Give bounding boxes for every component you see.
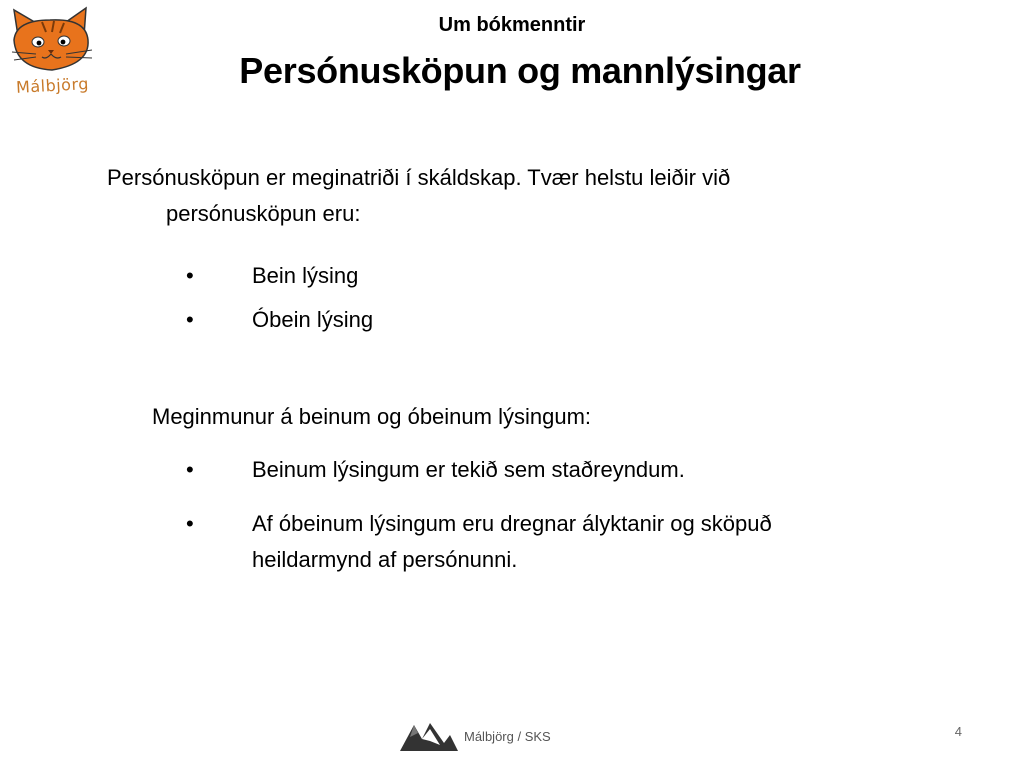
- list-item-text-line-2: heildarmynd af persónunni.: [252, 547, 518, 572]
- mountain-logo-icon: [400, 721, 458, 751]
- bullet-icon: •: [186, 511, 194, 536]
- slide-title: Persónusköpun og mannlýsingar: [239, 50, 801, 91]
- intro-line-1: Persónusköpun er meginatriði í skáldskap. Tvær helstu leiðir við: [107, 165, 731, 190]
- footer: [400, 720, 551, 752]
- list-item: [186, 302, 373, 346]
- difference-list: [186, 452, 906, 596]
- slide-subtitle: Um bókmenntir: [438, 14, 586, 36]
- footer-text: Málbjörg / SKS: [464, 728, 551, 744]
- bullet-icon: •: [186, 457, 194, 482]
- list-item-text-line-1: Af óbeinum lýsingum eru dregnar ályktanir og sköpuð: [252, 511, 772, 536]
- intro-line-2: persónusköpun eru:: [166, 201, 361, 226]
- list-item: [186, 506, 906, 578]
- section-heading: Meginmunur á beinum og óbeinum lýsingum:: [152, 404, 592, 429]
- list-item: [186, 452, 906, 488]
- list-item-text: Beinum lýsingum er tekið sem staðreyndum.: [252, 457, 685, 482]
- list-item-text: Bein lýsing: [252, 263, 359, 288]
- bullet-icon: •: [186, 307, 194, 332]
- intro-paragraph: [107, 160, 927, 232]
- logo-text: Málbjörg: [15, 74, 90, 97]
- list-item-text: Óbein lýsing: [252, 307, 374, 332]
- bullet-icon: •: [186, 263, 194, 288]
- page-number: 4: [954, 724, 962, 739]
- description-types-list: [186, 258, 373, 346]
- list-item: [186, 258, 373, 302]
